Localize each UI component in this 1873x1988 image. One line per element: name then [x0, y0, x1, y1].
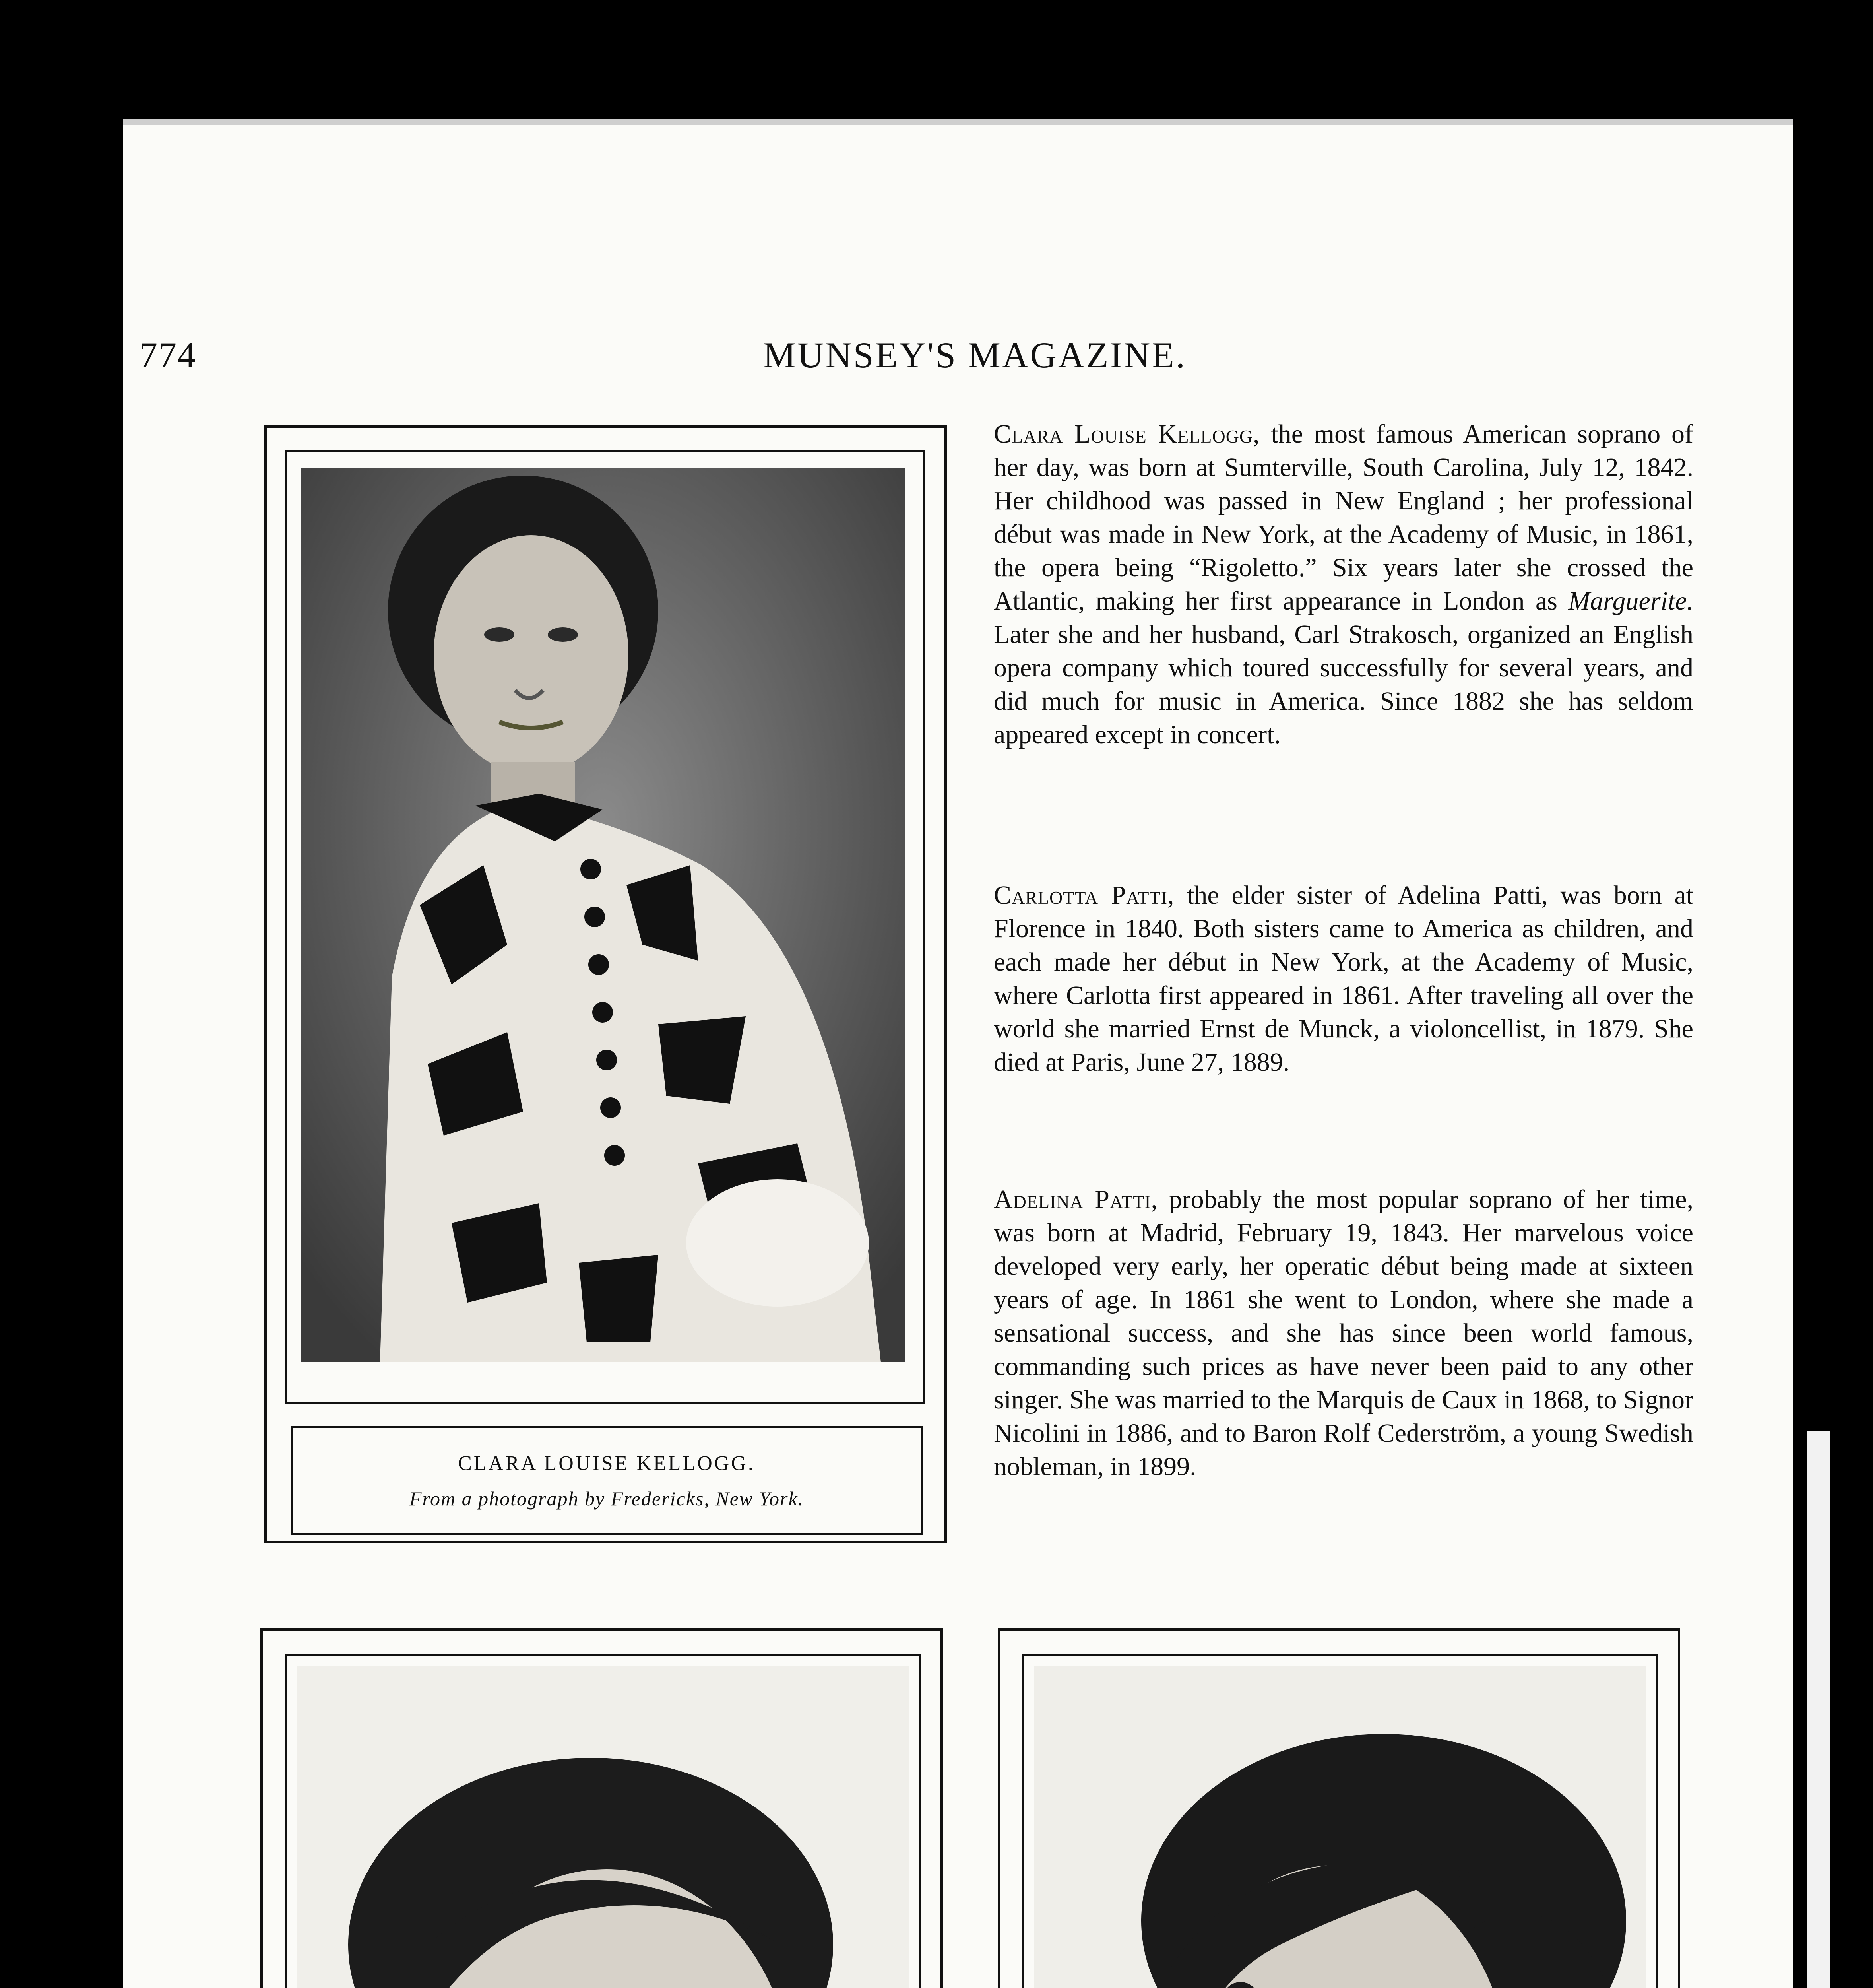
paragraph-carlotta — [994, 879, 1693, 1079]
paragraph-kellogg — [994, 417, 1693, 751]
paragraph-adelina — [994, 1183, 1693, 1483]
adelina-photo-image — [1034, 1666, 1646, 1988]
paragraph-body: probably the most popular soprano of her time, was born at Madrid, February 19, 1843. Her marvelous voice developed very early, her operatic début being made at sixteen years of age. In 1861 she went to London, where she made a sensational success, and she has since been world famous, commanding such prices as have never been paid to any other singer. She was married to the Marquis de Caux in 1868, to Signor Nicolini in 1886, and to Baron Rolf Cederström, a young Swedish nobleman, in 1899. — [994, 1185, 1693, 1481]
kellogg-photo-image — [301, 468, 905, 1362]
carlotta-photo-image — [297, 1666, 909, 1988]
paragraph-body: Later she and her husband, Carl Strakosch, organized an English opera company which toured successfully for several years, and did much for music in America. Since 1882 she has seldom appeared except in concert. — [994, 620, 1693, 749]
photo-border — [1022, 1654, 1658, 1988]
portrait-frame-carlotta — [260, 1628, 943, 1988]
paragraph-lead: Carlotta Patti, — [994, 881, 1175, 910]
caption-credit: From a photograph by Fredericks, New York. — [409, 1487, 804, 1510]
portrait-frame-adelina — [998, 1628, 1680, 1988]
portrait-photo-carlotta — [297, 1666, 909, 1988]
paragraph-body: the elder sister of Adelina Patti, was born at Florence in 1840. Both sisters came to America as children, and each made her début in New York, at the Academy of Music, where Carlotta first appeared in 1861. After traveling all over the world she married Ernst de Munck, a violoncellist, in 1879. She died at Paris, June 27, 1889. — [994, 881, 1693, 1077]
caption-kellogg — [291, 1426, 923, 1535]
portrait-photo-kellogg — [301, 468, 905, 1362]
portrait-frame-kellogg — [264, 425, 947, 1543]
paragraph-lead: Adelina Patti, — [994, 1185, 1158, 1214]
photo-border — [285, 1654, 921, 1988]
caption-name: CLARA LOUISE KELLOGG. — [458, 1452, 755, 1475]
paragraph-lead: Clara Louise Kellogg, — [994, 419, 1260, 448]
page-number: 774 — [139, 335, 196, 375]
photo-border — [285, 450, 925, 1404]
portrait-photo-adelina — [1034, 1666, 1646, 1988]
paragraph-body: the most famous American soprano of her day, was born at Sumterville, South Carolina, July 12, 1842. Her childhood was passed in New England ; her professional début was made in New York, at the Academy of Music, in 1861, the opera being “Rigoletto.” Six years later she crossed the Atlantic, making her first appearance in London as — [994, 419, 1693, 615]
magazine-title: MUNSEY'S MAGAZINE. — [763, 335, 1187, 375]
paragraph-italic: Marguerite. — [1568, 586, 1693, 615]
next-page-edge — [1807, 1431, 1830, 1988]
